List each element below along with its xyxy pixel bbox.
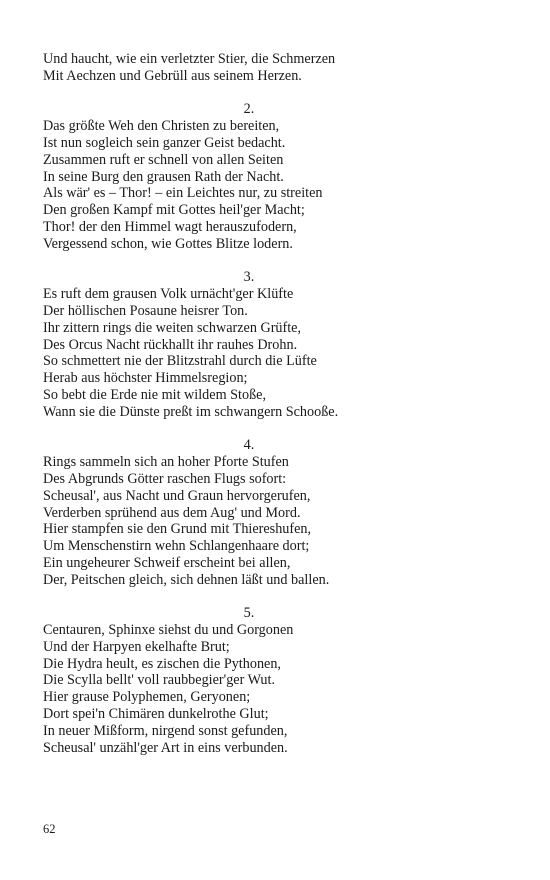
verse-line: Die Scylla bellt' voll raubbegier'ger Wut. <box>43 672 276 689</box>
stanza-4 <box>43 437 463 588</box>
stanza-gap <box>43 421 463 438</box>
verse-line: Der höllischen Posaune heisrer Ton. <box>43 302 248 319</box>
stanza-gap <box>43 253 463 270</box>
poem-text <box>43 51 463 756</box>
verse-line: Centauren, Sphinxe siehst du und Gorgonen <box>43 622 294 639</box>
stanza-number: 5. <box>243 605 255 622</box>
verse-line: Scheusal' unzähl'ger Art in eins verbunden. <box>43 739 288 756</box>
verse-line: Rings sammeln sich an hoher Pforte Stufen <box>43 454 289 471</box>
stanza-3 <box>43 269 463 420</box>
verse-line: Verderben sprühend aus dem Aug' und Mord. <box>43 504 301 521</box>
verse-line: Herab aus höchster Himmelsregion; <box>43 370 248 387</box>
stanza-gap <box>43 589 463 606</box>
verse-line: Und der Harpyen ekelhafte Brut; <box>43 638 230 655</box>
verse-line: Und haucht, wie ein verletzter Stier, die Schmerzen <box>43 51 336 67</box>
verse-line: Des Orcus Nacht rückhallt ihr rauhes Drohn. <box>43 336 298 353</box>
verse-line: Als wär' es – Thor! – ein Leichtes nur, zu streiten <box>43 185 323 202</box>
verse-line: Um Menschenstirn wehn Schlangenhaare dort; <box>43 538 310 555</box>
verse-line: So schmettert nie der Blitzstrahl durch die Lüfte <box>43 353 317 370</box>
stanza-2 <box>43 101 463 252</box>
verse-line: Dort spei'n Chimären dunkelrothe Glut; <box>43 706 269 723</box>
verse-line: Scheusal', aus Nacht und Graun hervorgerufen, <box>43 487 311 504</box>
verse-line: Das größte Weh den Christen zu bereiten, <box>43 118 280 135</box>
verse-line: Ein ungeheurer Schweif erscheint bei allen, <box>43 554 291 571</box>
stanza-fragment <box>43 51 463 85</box>
stanza-number: 2. <box>243 101 255 118</box>
verse-line: Mit Aechzen und Gebrüll aus seinem Herzen. <box>43 67 302 84</box>
stanza-number: 3. <box>243 269 255 286</box>
verse-line: Des Abgrunds Götter raschen Flugs sofort: <box>43 470 287 487</box>
verse-line: Den großen Kampf mit Gottes heil'ger Macht; <box>43 202 305 219</box>
verse-line: Wann sie die Dünste preßt im schwangern Schooße. <box>43 403 339 420</box>
verse-line: In seine Burg den grausen Rath der Nacht. <box>43 168 284 185</box>
verse-line: Es ruft dem grausen Volk urnächt'ger Klüfte <box>43 286 294 303</box>
verse-line: Hier stampfen sie den Grund mit Thiereshufen, <box>43 521 312 538</box>
verse-line: Vergessend schon, wie Gottes Blitze lodern. <box>43 235 293 252</box>
verse-line: Die Hydra heult, es zischen die Pythonen, <box>43 655 281 672</box>
verse-line: Ist nun sogleich sein ganzer Geist bedacht. <box>43 134 286 151</box>
verse-line: Ihr zittern rings die weiten schwarzen Grüfte, <box>43 319 302 336</box>
stanza-gap <box>43 85 463 102</box>
verse-line: So bebt die Erde nie mit wildem Stoße, <box>43 386 267 403</box>
verse-line: In neuer Mißform, nirgend sonst gefunden, <box>43 722 288 739</box>
verse-line: Hier grause Polyphemen, Geryonen; <box>43 689 251 706</box>
verse-line: Der, Peitschen gleich, sich dehnen läßt und ballen. <box>43 571 330 588</box>
verse-line: Zusammen ruft er schnell von allen Seiten <box>43 151 284 168</box>
stanza-number: 4. <box>243 437 255 454</box>
stanza-5 <box>43 605 463 756</box>
verse-line: Thor! der den Himmel wagt herauszufodern, <box>43 218 297 235</box>
page-number: 62 <box>43 822 56 836</box>
